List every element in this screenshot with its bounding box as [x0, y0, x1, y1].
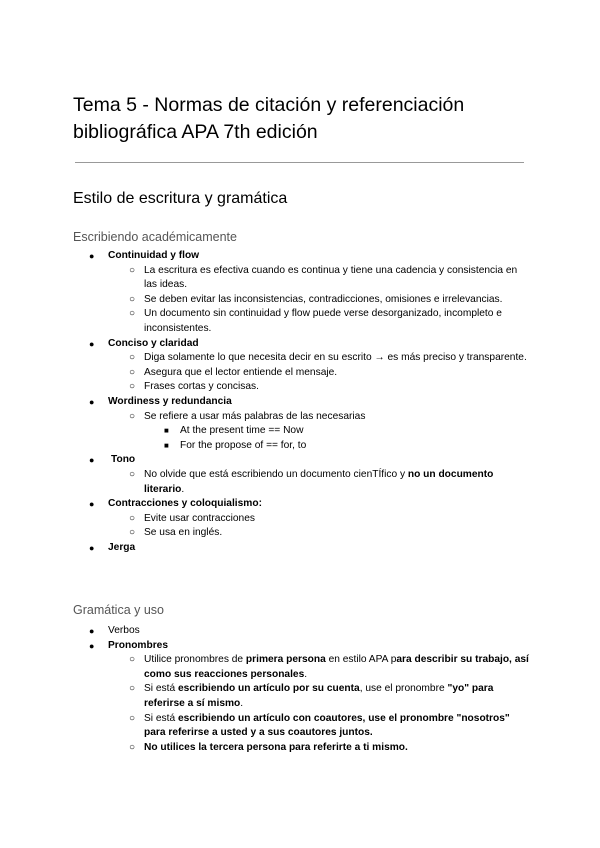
list-item: [78, 624, 533, 639]
list-subitem: ○ Un documento sin continuidad y flow puede verse desorganizado, incompleto e inconsistentes.: [129, 308, 502, 334]
bullet-circle-icon: ○: [129, 654, 136, 666]
bullet-disc-icon: ●: [89, 338, 95, 349]
list-item-label: Wordiness y redundancia: [108, 395, 232, 407]
bullet-circle-icon: ○: [129, 352, 136, 364]
list-item: [78, 497, 533, 512]
list-subitem: ○ Frases cortas y concisas.: [108, 380, 533, 395]
bullet-circle-icon: ○: [129, 512, 136, 524]
list-subitem: ○ Asegura que el lector entiende el mensaje.: [108, 366, 533, 381]
grammar-list: [78, 624, 533, 755]
list-subitem: ○ Se usa en inglés.: [108, 526, 533, 541]
list-item-label: Jerga: [108, 541, 136, 553]
list-subitem: ○ No olvide que está escribiendo un documento cienTÍfico y no un documento literario.: [129, 468, 494, 495]
list-item-label: Contracciones y coloquialismo:: [108, 498, 262, 510]
bullet-circle-icon: ○: [129, 683, 136, 695]
list-subitem: ○ Se deben evitar las inconsistencias, contradicciones, omisiones e irrelevancias.: [108, 293, 533, 308]
section-heading: Estilo de escritura y gramática: [73, 190, 288, 207]
list-subsubitem: ■ At the present time == Now: [144, 424, 533, 439]
list-item-label: Verbos: [108, 625, 140, 636]
list-item-label: Continuidad y flow: [108, 250, 200, 261]
horizontal-divider: [75, 162, 524, 163]
list-subitem: ○ Si está escribiendo un artículo por su cuenta, use el pronombre "yo" para referirse a sí mismo.: [129, 683, 494, 709]
bullet-circle-icon: ○: [129, 410, 136, 422]
subsection-heading-writing: Escribiendo académicamente: [73, 230, 237, 244]
list-subsubitem: ■ For the propose of == for, to: [144, 439, 533, 454]
list-item-label: Tono: [111, 454, 136, 466]
list-item: [78, 249, 533, 264]
writing-list: [78, 249, 533, 555]
list-item: [78, 453, 533, 468]
bullet-square-icon: ■: [164, 426, 169, 436]
bullet-circle-icon: ○: [129, 741, 136, 753]
list-item: [78, 639, 533, 654]
bullet-circle-icon: ○: [129, 366, 136, 378]
list-subitem: ○ Se refiere a usar más palabras de las necesarias: [108, 410, 533, 425]
bullet-circle-icon: ○: [129, 712, 136, 724]
list-subitem: ○ Evite usar contracciones: [108, 512, 533, 527]
bullet-square-icon: ■: [164, 440, 169, 450]
subsection-heading-grammar: Gramática y uso: [73, 603, 165, 617]
list-subitem-nested: [108, 424, 533, 453]
list-subitem: ○ No utilices la tercera persona para referirte a ti mismo.: [108, 741, 533, 756]
bullet-disc-icon: ●: [89, 542, 95, 553]
list-item-label: Pronombres: [108, 639, 169, 651]
page-title: Tema 5 - Normas de citación y referenciación bibliográfica APA 7th edición: [73, 94, 465, 143]
bullet-disc-icon: ●: [89, 499, 95, 510]
bullet-circle-icon: ○: [129, 293, 136, 305]
list-item: [78, 541, 533, 556]
list-subitem: ○ Si está escribiendo un artículo con coautores, use el pronombre "nosotros" para referirse a usted y a sus coautores juntos.: [129, 712, 510, 739]
bullet-disc-icon: ●: [89, 455, 95, 466]
list-subitem: ○ Diga solamente lo que necesita decir en su escrito → es más preciso y transparente.: [108, 351, 533, 366]
bullet-disc-icon: ●: [89, 251, 95, 261]
list-item: [78, 395, 533, 410]
bullet-circle-icon: ○: [129, 468, 136, 480]
bullet-disc-icon: ●: [89, 396, 95, 407]
bullet-circle-icon: ○: [129, 264, 136, 276]
list-subitem: ○ La escritura es efectiva cuando es continua y tiene una cadencia y consistencia en las ideas.: [129, 264, 518, 291]
bullet-circle-icon: ○: [129, 527, 136, 539]
bullet-circle-icon: ○: [129, 381, 136, 393]
bullet-disc-icon: ●: [89, 640, 95, 651]
list-item-label: Conciso y claridad: [108, 337, 199, 349]
bullet-disc-icon: ●: [89, 626, 95, 636]
bullet-circle-icon: ○: [129, 308, 136, 320]
list-item: [78, 337, 533, 352]
list-subitem: ○ Utilice pronombres de primera persona en estilo APA para describir su trabajo, así como sus reacciones personales.: [129, 654, 529, 680]
